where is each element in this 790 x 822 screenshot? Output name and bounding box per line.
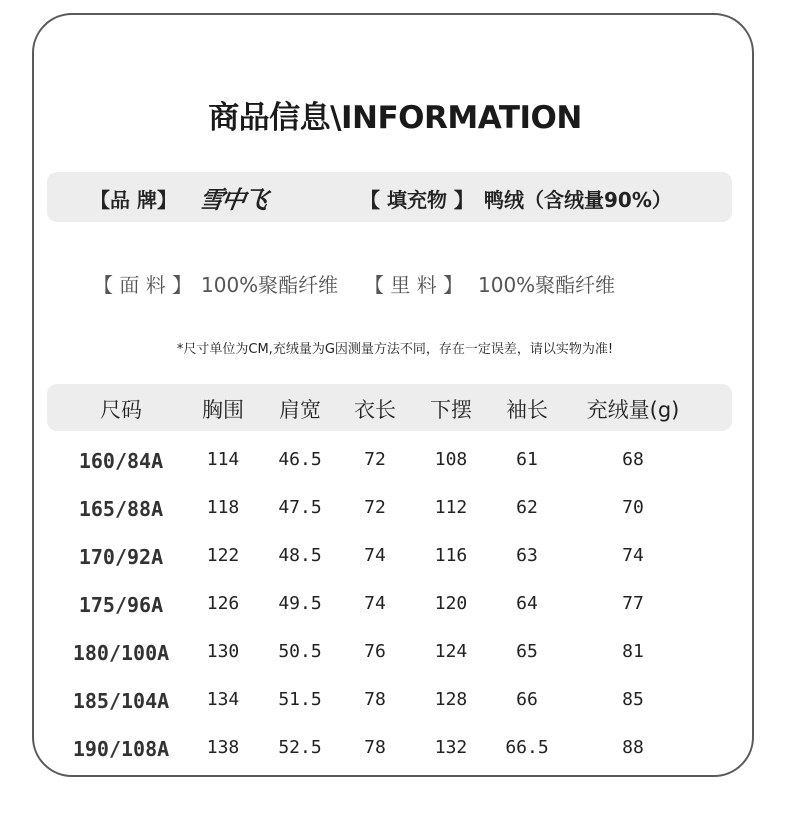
table-cell: 65	[516, 641, 538, 662]
table-cell: 66.5	[505, 737, 549, 758]
measurement-note: *尺寸单位为CM,充绒量为G因测量方法不同，存在一定误差，请以实物为准!	[176, 342, 614, 357]
filling-value: 鸭绒（含绒量90%）	[484, 188, 672, 212]
table-size-cell: 165/88A	[78, 497, 164, 521]
table-cell: 74	[364, 593, 386, 614]
table-cell: 72	[364, 497, 386, 518]
table-cell: 66	[516, 689, 538, 710]
table-cell: 72	[364, 449, 386, 470]
table-cell: 70	[622, 497, 644, 518]
table-cell: 49.5	[278, 593, 322, 614]
table-cell: 88	[622, 737, 644, 758]
table-cell: 120	[434, 593, 468, 614]
fabric-value: 100%聚酯纤维	[201, 273, 339, 297]
table-cell: 134	[206, 689, 240, 710]
table-size-cell: 180/100A	[72, 641, 170, 665]
table-cell: 112	[434, 497, 468, 518]
table-cell: 46.5	[278, 449, 322, 470]
table-cell: 128	[434, 689, 468, 710]
brand-logo: 雪中飞	[197, 186, 268, 214]
table-cell: 78	[364, 737, 386, 758]
fabric-label: 【 面 料 】	[93, 273, 193, 297]
header-length: 衣长	[354, 398, 396, 422]
table-cell: 63	[516, 545, 538, 566]
table-cell: 130	[206, 641, 240, 662]
lining-label: 【 里 料 】	[364, 273, 464, 297]
table-cell: 122	[206, 545, 240, 566]
table-cell: 64	[516, 593, 538, 614]
table-cell: 118	[206, 497, 240, 518]
lining-value: 100%聚酯纤维	[478, 273, 616, 297]
page-title: 商品信息\INFORMATION	[208, 100, 582, 136]
header-chest: 胸围	[202, 398, 244, 422]
table-cell: 50.5	[278, 641, 322, 662]
table-cell: 116	[434, 545, 468, 566]
table-cell: 138	[206, 737, 240, 758]
header-sleeve: 袖长	[506, 398, 548, 422]
table-size-cell: 170/92A	[78, 545, 164, 569]
table-cell: 74	[622, 545, 644, 566]
header-shoulder: 肩宽	[279, 398, 321, 422]
table-cell: 114	[206, 449, 240, 470]
table-cell: 52.5	[278, 737, 322, 758]
header-hem: 下摆	[430, 398, 472, 422]
table-size-cell: 185/104A	[72, 689, 170, 713]
table-cell: 124	[434, 641, 468, 662]
table-cell: 81	[622, 641, 644, 662]
table-size-cell: 190/108A	[72, 737, 170, 761]
table-cell: 108	[434, 449, 468, 470]
table-cell: 61	[516, 449, 538, 470]
filling-label: 【 填充物 】	[360, 188, 474, 212]
header-down-weight: 充绒量(g)	[586, 398, 680, 422]
table-cell: 68	[622, 449, 644, 470]
table-cell: 132	[434, 737, 468, 758]
table-cell: 77	[622, 593, 644, 614]
table-cell: 47.5	[278, 497, 322, 518]
table-size-cell: 160/84A	[78, 449, 164, 473]
table-cell: 74	[364, 545, 386, 566]
table-cell: 76	[364, 641, 386, 662]
table-cell: 126	[206, 593, 240, 614]
table-cell: 62	[516, 497, 538, 518]
table-size-cell: 175/96A	[78, 593, 164, 617]
table-cell: 48.5	[278, 545, 322, 566]
table-cell: 78	[364, 689, 386, 710]
table-cell: 51.5	[278, 689, 322, 710]
header-size: 尺码	[100, 398, 142, 422]
brand-label: 【品 牌】	[90, 188, 177, 212]
table-cell: 85	[622, 689, 644, 710]
